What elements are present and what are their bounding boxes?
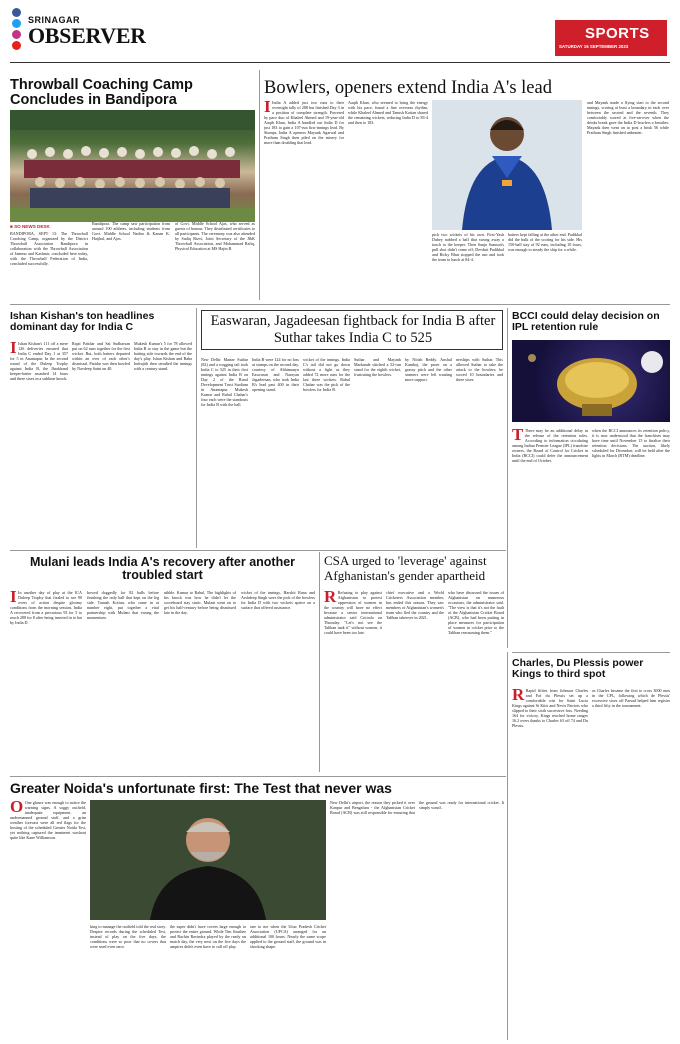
bowlers-col-2: Aaqib Khan, who seemed to bring the energy with his pace, found a fine overseas rhythm, while Khaleel Ahmed and Tanush Kotian shared the remaining wickets, reducing India D to 83-4 and then to 183. [348, 100, 428, 125]
noida-photo [90, 800, 326, 920]
bowlers-photo [432, 100, 582, 230]
throwball-col-1: BANDIPORA, SEPT 13: The Throwball Coaching Camp, organized by the District Throwball Association Bandipora in collaboration with the Throwball Association of Jammu and Kashmir, concluded here today, with the Throwball Federation of India, concluded successfully. [10, 231, 88, 266]
easwaran-col-3: wicket of the innings. India C's tail did not go down without a fight as they added 72 more runs for the last three wickets. Rahul Chahar was the pick of the bowlers for India B. [303, 357, 350, 392]
easwaran-col-2: India B were 124 for no loss at stumps on the second day, courtesy of Abhimanyu Easwaran and Narayan Jagadeesan, who took India B's lead past 400 in their opening stand. [252, 357, 299, 392]
mulani-col-4: wicket of the innings, Harshit Rana and Arshdeep Singh were the pick of the bowlers for India D with two wickets apiece on a surface that offered assistance. [241, 590, 315, 610]
vrule-mid-3 [319, 552, 320, 772]
brand-top: SRINAGAR [28, 16, 81, 25]
hrule-4 [10, 776, 506, 777]
throwball-photo [10, 110, 255, 222]
noida-col-1: O One glance was enough to notice the warning signs. A soggy outfield, inadequate equipment, an undermanned ground staff, and a grim weather forecast were all red flags for the hosting of the scheduled Greater Noida Test, yet nothing captured the imminent washout quite like Kane Williamson. [10, 800, 86, 840]
hrule-3 [512, 652, 670, 653]
vrule-mid-1 [196, 308, 197, 548]
mulani-col-3: nibble. Kumar to Rahul, The highlights of his knock was how he didn't let the scoreboard stay static. Mulani went on to get his half-century before being dismissed late in the day. [164, 590, 236, 615]
vrule-top [259, 70, 260, 300]
noida-player-figure [90, 800, 326, 920]
bcci-col-2: when the BCCI announces its retention policy, it is now understood that the franchises may have time until November 15 to finalise their retention decisions. The auction, likely scheduled for December, will be held after the lights in March (BTM) deadline. [592, 428, 670, 458]
charles-col-1: R Rapid fifties from Johnson Charles and Faf du Plessis set up a comfortable win for Saint Lucia Kings against St Kitts and Nevis Patriots who slipped to their sixth successive loss. Needing 164 for victory, Kings reached home ranges 16.2 overs thanks to Charles 63 off 74 and Du Plessis. [512, 688, 588, 728]
youtube-icon [12, 41, 21, 50]
easwaran-col-4: Suthar and Mayank Markande stitched a 52-run stand for the eighth wicket, frustrating the bowlers. [354, 357, 401, 377]
byline-marker-icon: ■ [10, 224, 15, 229]
issue-date: SATURDAY 16 SEPTEMBER 2023 [559, 44, 629, 49]
ishan-col-2: Rajat Patidar and Sai Sudharsan put on 62 runs together for the first wicket. But, both batters departed within an over of each other's dismissal. Patidar was then bowled by Navdeep Saini on 40. [72, 341, 130, 371]
bowlers-headline: Bowlers, openers extend India A's lead [264, 78, 552, 98]
throwball-col-3: of Govt. Middle School Ajas, who served as guests of honour. They distributed certificates to all participants. The ceremony was also attended by Sadiq Rizvi, Joint Secretary of the J&K Throwball Association, and Mohammad Rafiq, Physical Education at MS Hajin B. [175, 221, 255, 251]
bowlers-col-4: batters kept falling at the other end. Padikkal did the bulk of the scoring for his side. His 150-ball stay of 92 runs, including 10 fours, was enough to steady the ship for a while. [508, 232, 582, 252]
facebook-icon [12, 8, 21, 17]
ishan-headline: Ishan Kishan's ton headlines dominant day for India C [10, 311, 155, 334]
masthead-rule [10, 62, 670, 63]
noida-col-4: one to me when the Uttar Pradesh Cricket Association (UPCA) arranged for an additional 100 hours. Nearly the same scope applied to the ground staff, the ground was in shocking shape. [250, 924, 326, 949]
section-title: SPORTS [585, 25, 650, 42]
easwaran-headline: Easwaran, Jagadeesan fightback for India B after Suthar takes India C to 525 [210, 313, 496, 347]
bcci-headline: BCCI could delay decision on IPL retention rule [512, 311, 660, 334]
vrule-bottom [507, 652, 508, 1040]
bcci-photo [512, 340, 670, 422]
instagram-icon [12, 30, 21, 39]
easwaran-col-6: nerships with Suthar. This allowed Suthar to take the attack to the bowlers; he scored 10 boundaries and three sixes. [456, 357, 503, 382]
noida-headline: Greater Noida's unfortunate first: The Test that never was [10, 781, 392, 796]
throwball-headline: Throwball Coaching Camp Concludes in Bandipora [10, 78, 193, 109]
social-icons [12, 8, 22, 52]
noida-col-5: New Delhi's airport, the reason they picked it over Kanpur and Bengaluru - the Afghanistan Cricket Board (ACB) was still responsible for ensuring that the ground was ready for international cricket. It simply wasn't. [330, 800, 504, 815]
throwball-col-2: Bandipora. The camp saw participation from around 100 athletes, including students from Govt. Middle School Nadira & Kanan K. Haijhul, and Ajas. [92, 221, 170, 241]
ipl-trophy-figure [512, 340, 670, 422]
mulani-headline: Mulani leads India A's recovery after another troubled start [29, 556, 296, 583]
csa-col-2: chief executive and a World Cricketers Association member, has ended this season. They saw members of Afghanistan's women's team who fled the country and the Taliban takeover in 2021. [386, 590, 444, 620]
mulani-col-1: I In another day of play at the ICA Duleep Trophy that fizzled to see 90 overs of action despite gloomy conditions from the morning session, India A recovered from a precarious 93 for 5 to reach 288 for 8 after being inserted in to bat by India D. [10, 590, 82, 625]
hrule-2 [10, 550, 506, 551]
section-banner [555, 20, 667, 56]
easwaran-col-5: by Nitish Reddy. Anshul Kamboj, the pacer on a grassy pitch and the other seamers were left wanting more support. [405, 357, 452, 382]
ishan-col-1: I Ishan Kishan's 111 off a mere 126 deliveries ensured that India C ended Day 1 at 357 for 5 in Anantapur. In the second round of the Duleep Trophy against India B, the Jharkhand keeper-batter smashed 14 fours and three sixes in a sublime knock. [10, 341, 68, 381]
charles-headline: Charles, Du Plessis power Kings to third spot [512, 658, 644, 681]
bcci-col-1: T There may be an additional delay in the release of the retention rules. According to information circulating among Indian Premier League (IPL) franchise owners, the Board of Control for Cricket in India (BCCI) could defer the announcement until the end of October. [512, 428, 588, 463]
bowlers-col-5: and Mayank made a flying start to the second innings, scoring at least a boundary in each over between the second and the seventh. They comfortably scored at five-an-over when the drinks break gave the India D bowlers a breather. Mayank then went on to post a brisk 56 while Prathum Singh finished unbeaten. [587, 100, 669, 135]
throwball-byline [10, 224, 50, 229]
masthead [0, 0, 680, 58]
noida-col-2: king to manage the outfield told the real story. Despite records during the scheduled Test, instead of play on the five days, the conditions were so poor that no covers that were used even once. [90, 924, 166, 949]
mulani-col-2: bowed doggedly for 82 balls before finishing the only ball that kept on the leg side. Tanush Kotian, who came in at number eight, put together a vital partnership with Mulani that swung the momentum. [87, 590, 159, 620]
csa-col-1: R Refusing to play against Afghanistan to protest oppression of women in the country will have no effect because a senior international administrator said Cricinfo on Thursday. "Let's not see the Taliban tank it" without women, it could have been too late. [324, 590, 382, 635]
csa-headline: CSA urged to 'leverage' against Afghanistan's gender apartheid [324, 554, 487, 583]
easwaran-col-1: New Delhi: Manav Suthar (82) and a wagging tail took India C to 525 in their first innings against India B on Day 2 of the Rural Development Trust Stadium in Anantapur. Mukesh Kumar and Rahul Chahar's four each were the standouts for India B with the ball. [201, 357, 248, 407]
ishan-col-3: Mukesh Kumar's 5 for 78 allowed India B to stay in the game but the batting side towards the end of the day's play. Ishan Kishan and Baba Indrajith then steadied the innings with a century stand. [134, 341, 192, 371]
bowlers-col-1: I India A added just two runs to their overnight tally of 288 but finished Day 3 in a position of complete strength. Powered by pace duo of Khaleel Ahmed and 19-year-old Aaqib Khan, India A bundled out India D for just 183 to gain a 107-run first-innings lead. By Stumps, India A openers Mayank Agarwal and Prathum Singh then piled on the misery for more than doubling that lead. [264, 100, 344, 145]
byline-text: SO NEWS DESK [14, 224, 50, 229]
bowlers-player-figure [432, 100, 582, 230]
csa-col-3: who have discussed the issues of Afghanistan on numerous occasions, the administrator said. "The view is that it's not the fault of the Afghanistan Cricket Board (ACB), who had been putting in place measures for participation of women in cricket prior to the Taliban reassuming them." [448, 590, 504, 635]
vrule-mid-2 [507, 308, 508, 648]
bowlers-col-3: pick two wickets of his own. First-Yash Dubey nabbed a ball that swung away a touch to the keeper. Then Sanju Samson's pull shot didn't come off; Devdutt Padikkal and Ricky Bhui stopped the run and took the team to lunch at 84-4. [432, 232, 504, 262]
charles-col-2: as Charles became the first to cross 3000 runs in the CPL, following which de Plessis' excessive sixes off Parsad helped him register a third fifty in the tournament. [592, 688, 670, 708]
brand-main: OBSERVER [28, 24, 146, 48]
noida-col-3: the super didn't have covers large enough to protect the entire ground. While Tim Southee and Rachin Ravindra played by the ready on match day, the very next on the five days the umpires didn't even have to call off play. [170, 924, 246, 949]
throwball-group-figures [10, 110, 255, 222]
twitter-icon [12, 19, 21, 28]
hrule-1 [10, 304, 670, 305]
